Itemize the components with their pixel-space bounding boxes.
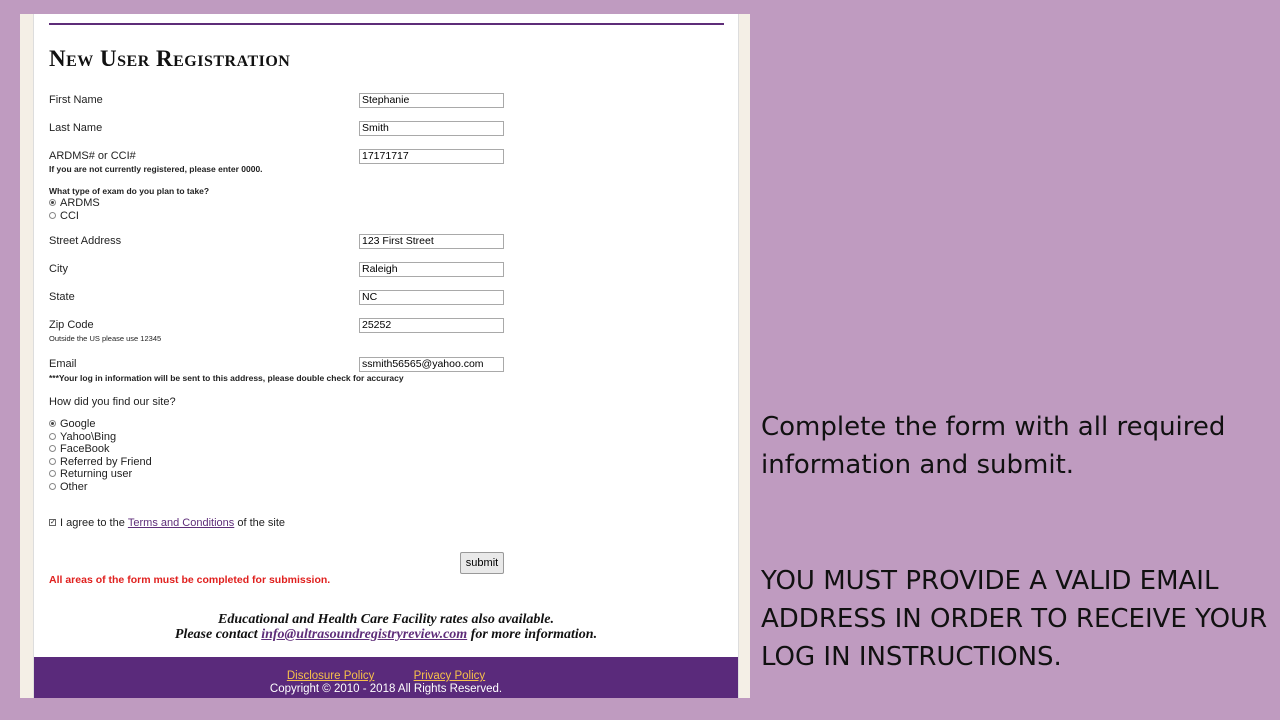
radio-selected-icon [49, 420, 56, 427]
found-option-other[interactable] [49, 480, 88, 493]
zip-note: Outside the US please use 12345 [49, 334, 162, 343]
exam-option-cci[interactable] [49, 209, 79, 222]
found-option-label: Referred by Friend [60, 455, 152, 468]
state-input[interactable] [359, 290, 504, 305]
instruction-valid-email: YOU MUST PROVIDE A VALID EMAIL ADDRESS IN ORDER TO RECEIVE YOUR LOG IN INSTRUCTIONS. [761, 566, 1268, 672]
radio-empty-icon [49, 212, 56, 219]
terms-suffix: of the site [234, 516, 286, 529]
exam-option-label: CCI [60, 209, 79, 222]
terms-link[interactable]: Terms and Conditions [127, 516, 235, 529]
footer-links [34, 657, 738, 682]
found-question: How did you find our site? [49, 396, 176, 408]
terms-agree-row [49, 516, 285, 529]
radio-empty-icon [49, 433, 56, 440]
copyright: Copyright © 2010 - 2018 All Rights Reserved. [269, 683, 503, 695]
ardms-label: ARDMS# or CCI# [49, 150, 136, 162]
found-option-google[interactable] [49, 417, 95, 430]
found-option-label: Yahoo\Bing [60, 430, 117, 443]
disclosure-policy-link[interactable]: Disclosure Policy [286, 670, 375, 682]
city-input[interactable] [359, 262, 504, 277]
found-option-label: Google [60, 417, 96, 430]
ardms-note: If you are not currently registered, please enter 0000. [49, 164, 263, 174]
radio-empty-icon [49, 470, 56, 477]
state-label: State [49, 291, 75, 303]
exam-question: What type of exam do you plan to take? [49, 186, 210, 196]
email-label: Email [49, 358, 77, 370]
found-option-facebook[interactable] [49, 442, 110, 455]
first-name-label: First Name [49, 94, 103, 106]
ardms-input[interactable] [359, 149, 504, 164]
found-option-label: Other [60, 480, 88, 493]
registration-page [33, 14, 739, 698]
terms-checkbox[interactable]: ✓ [50, 519, 56, 526]
submit-button[interactable]: submit [460, 552, 504, 574]
first-name-input[interactable] [359, 93, 504, 108]
rates-line-2 [34, 627, 738, 643]
last-name-label: Last Name [49, 122, 103, 134]
page-title: New User Registration [49, 46, 291, 71]
city-label: City [49, 263, 68, 275]
footer [34, 657, 738, 698]
rates-suffix: for more information. [467, 627, 598, 642]
radio-empty-icon [49, 445, 56, 452]
found-option-returning[interactable] [49, 467, 132, 480]
zip-label: Zip Code [49, 319, 94, 331]
terms-prefix: I agree to the [60, 516, 128, 529]
email-input[interactable] [359, 357, 504, 372]
found-option-label: FaceBook [60, 442, 110, 455]
radio-selected-icon [49, 199, 56, 206]
browser-page-frame [20, 14, 750, 698]
street-label: Street Address [49, 235, 122, 247]
rates-prefix: Please contact [174, 627, 262, 642]
rates-line-1: Educational and Health Care Facility rates also available. [217, 612, 554, 627]
privacy-policy-link[interactable]: Privacy Policy [413, 670, 486, 682]
instruction-complete-form: Complete the form with all required information and submit. [761, 412, 1226, 480]
contact-email-link[interactable]: info@ultrasoundregistryreview.com [261, 627, 468, 642]
radio-empty-icon [49, 458, 56, 465]
header-divider [49, 23, 724, 25]
street-input[interactable] [359, 234, 504, 249]
last-name-input[interactable] [359, 121, 504, 136]
found-option-label: Returning user [60, 467, 133, 480]
radio-empty-icon [49, 483, 56, 490]
form-warning: All areas of the form must be completed for submission. [49, 574, 331, 586]
exam-option-ardms[interactable] [49, 196, 100, 209]
email-note: ***Your log in information will be sent to this address, please double check for accuracy [49, 373, 404, 383]
zip-input[interactable] [359, 318, 504, 333]
exam-option-label: ARDMS [60, 196, 100, 209]
